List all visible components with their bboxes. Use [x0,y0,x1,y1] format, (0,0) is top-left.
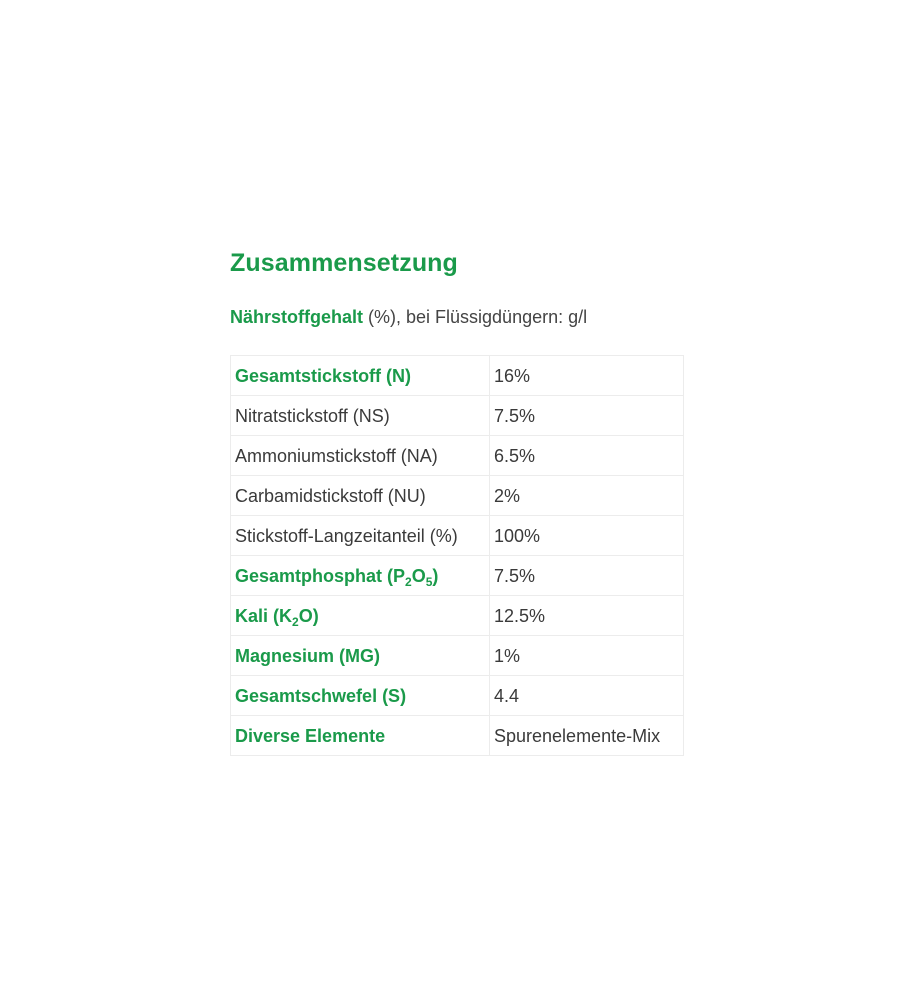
subscript: 2 [405,574,412,589]
table-row [231,596,684,636]
row-label: Gesamtstickstoff (N) [231,356,490,396]
table-row [231,716,684,756]
row-label: Stickstoff-Langzeitanteil (%) [231,516,490,556]
composition-table [230,355,684,756]
table-row [231,356,684,396]
subscript: 5 [425,574,433,589]
row-label: Gesamtschwefel (S) [231,676,490,716]
row-value: Spurenelemente-Mix [490,716,684,756]
row-label: Carbamidstickstoff (NU) [231,476,490,516]
row-label [231,556,490,596]
table-row [231,436,684,476]
composition-section [230,246,690,756]
table-row [231,476,684,516]
row-value: 4.4 [490,676,684,716]
section-title: Zusammensetzung [230,249,458,277]
row-value: 16% [490,356,684,396]
row-value: 2% [490,476,684,516]
label-part: Gesamtphosphat (P [235,565,406,586]
nutrient-content-label: Nährstoffgehalt [230,307,364,327]
table-row [231,516,684,556]
subscript: 2 [292,614,299,629]
row-label: Magnesium (MG) [231,636,490,676]
row-label: Diverse Elemente [231,716,490,756]
row-value: 100% [490,516,684,556]
label-part: Kali (K [235,605,293,626]
nutrient-content-unit-note: (%), bei Flüssigdüngern: g/l [363,307,588,327]
row-value: 1% [490,636,684,676]
row-label: Ammoniumstickstoff (NA) [231,436,490,476]
row-value: 6.5% [490,436,684,476]
label-part: O) [298,605,319,626]
nutrient-content-note [230,305,690,329]
row-label [231,596,490,636]
row-label: Nitratstickstoff (NS) [231,396,490,436]
label-part: O [411,565,426,586]
table-row [231,676,684,716]
row-value: 7.5% [490,556,684,596]
table-row [231,396,684,436]
row-value: 12.5% [490,596,684,636]
label-part: ) [432,565,439,586]
table-row [231,556,684,596]
table-row [231,636,684,676]
row-value: 7.5% [490,396,684,436]
